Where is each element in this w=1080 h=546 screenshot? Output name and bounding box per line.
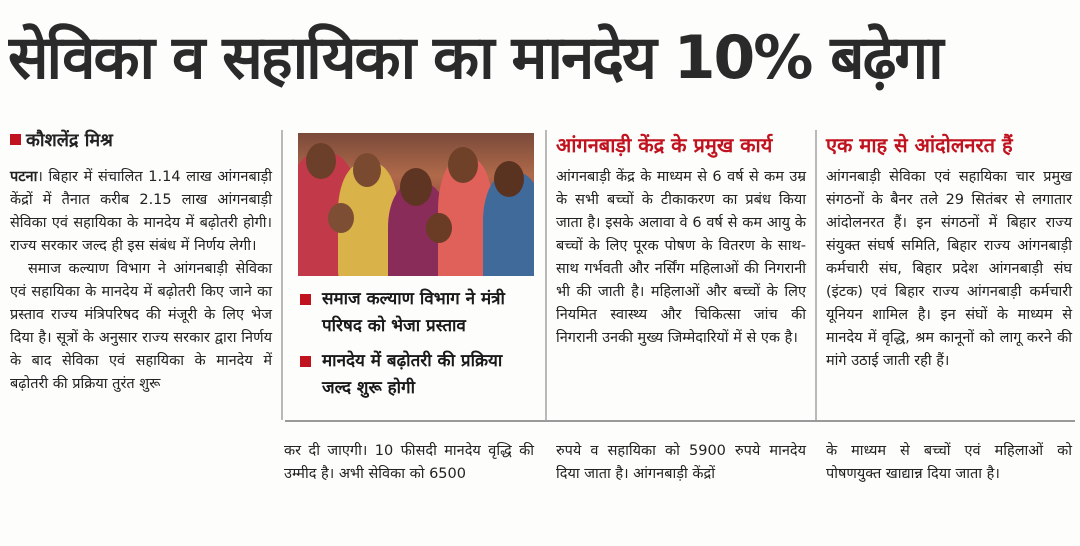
- highlight-2-text: मानदेय में बढ़ोतरी की प्रक्रिया जल्द शुरू होगी: [322, 351, 503, 398]
- box-1-heading: आंगनबाड़ी केंद्र के प्रमुख कार्य: [556, 133, 773, 157]
- continuation-col-4: के माध्यम से बच्चों एवं महिलाओं को पोषणयुक्त खाद्यान्न दिया जाता है।: [826, 443, 1072, 482]
- highlight-1-text: समाज कल्याण विभाग ने मंत्री परिषद को भेजा प्रस्ताव: [322, 289, 505, 336]
- highlights: [300, 286, 534, 410]
- highlight-2-marker: [300, 356, 311, 367]
- paragraph-2: समाज कल्याण विभाग ने आंगनबाड़ी सेविका एवं सहायिका के मानदेय में बढ़ोतरी किए जाने का प्रस्ताव राज्य मंत्रिपरिषद की मंजूरी के लिए भेज दिया है। सूत्रों के अनुसार राज्य सरकार द्वारा निर्णय के बाद सेविका एवं सहायिका के मानदेय में बढ़ोतरी की प्रक्रिया तुरंत शुरू: [10, 261, 272, 392]
- box-2-text: आंगनबाड़ी सेविका एवं सहायिका चार प्रमुख संगठनों के बैनर तले 29 सितंबर से लगातार आंदोलनरत हैं। इन संगठनों में बिहार राज्य संयुक्त संघर्ष समिति, बिहार राज्य आंगनबाड़ी कर्मचारी संघ, बिहार प्रदेश आंगनबाड़ी संघ (इंटक) एवं बिहार राज्य आंगनबाड़ी कर्मचारी यूनियन शामिल है। इन संघों के माध्यम से मानदेय में वृद्धि, श्रम कानूनों को लागू करने की मांगे उठाई जाती रही हैं।: [826, 169, 1072, 369]
- box-anganwadi-functions: [556, 130, 806, 350]
- dateline: पटना: [10, 169, 38, 185]
- paragraph-1-text: । बिहार में संचालित 1.14 लाख आंगनबाड़ी केंद्रों में तैनात करीब 2.15 लाख आंगनबाड़ी सेविका एवं सहायिका के मानदेय में बढ़ोतरी होगी। राज्य सरकार जल्द ही इस संबंध में निर्णय लेगी।: [10, 169, 272, 254]
- byline-name: कौशलेंद्र मिश्र: [26, 130, 113, 151]
- column-divider-2: [545, 130, 547, 420]
- column-1: [10, 128, 272, 396]
- box-2-heading: एक माह से आंदोलनरत हैं: [826, 133, 1013, 157]
- byline: [10, 128, 272, 154]
- box-1-text: आंगनबाड़ी केंद्र के माध्यम से 6 वर्ष से कम उम्र के सभी बच्चों के टीकाकरण का प्रबंध किया जाता है। इसके अलावा वे 6 वर्ष से कम आयु के बच्चों के लिए पूरक पोषण के वितरण के साथ-साथ गर्भवती और नर्सिंग महिलाओं की निगरानी भी की जाती है। महिलाओं और बच्चों के लिए नियमित स्वास्थ्य और चिकित्सा जांच की निगरानी उनकी मुख्य जिम्मेदारियों में से एक है।: [556, 169, 806, 346]
- box-bottom-rule: [285, 420, 1075, 422]
- box-protest: [826, 130, 1072, 373]
- paragraph-1: [10, 166, 272, 258]
- protest-photo: [298, 133, 534, 276]
- column-divider-3: [815, 130, 817, 420]
- continuation-col-3: रुपये व सहायिका को 5900 रुपये मानदेय दिया जाता है। आंगनबाड़ी केंद्रों: [556, 443, 806, 482]
- headline: सेविका व सहायिका का मानदेय 10% बढ़ेगा: [8, 23, 942, 93]
- highlight-1: [300, 286, 534, 340]
- continuation-col-2: कर दी जाएगी। 10 फीसदी मानदेय वृद्धि की उम्मीद है। अभी सेविका को 6500: [284, 443, 534, 482]
- highlight-1-marker: [300, 294, 311, 305]
- column-divider-1: [281, 130, 283, 420]
- byline-marker: [10, 134, 21, 145]
- highlight-2: [300, 348, 534, 402]
